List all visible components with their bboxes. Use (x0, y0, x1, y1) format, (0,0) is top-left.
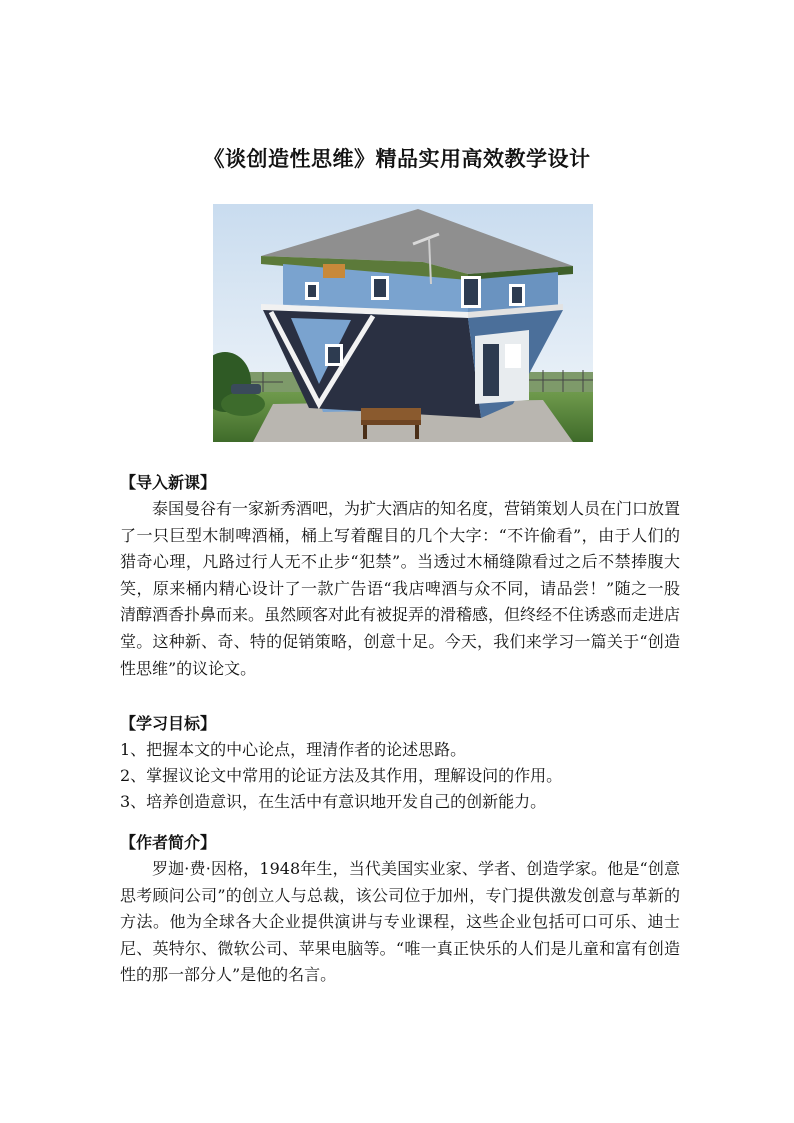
upside-down-house-photo (213, 204, 593, 442)
section-heading: 【学习目标】 (120, 714, 217, 733)
author-paragraph: 罗迦·费·因格，1948年生，当代美国实业家、学者、创造学家。他是“创意思考顾问公司”的创立人与总裁，该公司位于加州，专门提供激发创意与革新的方法。他为全球各大企业提供演讲与专业课程，这些企业包括可口可乐、迪士尼、英特尔、微软公司、苹果电脑等。“唯一真正快乐的人们是儿童和富有创造性的那一部分人”是他的名言。 (120, 859, 680, 985)
section-author (120, 830, 680, 989)
list-item: 3、培养创造意识，在生活中有意识地开发自己的创新能力。 (120, 792, 547, 811)
section-intro (120, 470, 680, 682)
intro-paragraph: 泰国曼谷有一家新秀酒吧，为扩大酒店的知名度，营销策划人员在门口放置了一只巨型木制啤酒桶，桶上写着醒目的几个大字：“不许偷看”，由于人们的猎奇心理，凡路过行人无不止步“犯禁”。当透过木桶缝隙看过之后不禁捧腹大笑，原来桶内精心设计了一款广告语“我店啤酒与众不同，请品尝！”随之一股清醇酒香扑鼻而来。虽然顾客对此有被捉弄的滑稽感，但终经不住诱惑而走进店堂。这种新、奇、特的促销策略，创意十足。今天，我们来学习一篇关于“创造性思维”的议论文。 (120, 499, 681, 678)
section-heading: 【作者简介】 (120, 833, 217, 852)
section-heading: 【导入新课】 (120, 473, 217, 492)
section-goals (120, 711, 680, 815)
document-title: 《谈创造性思维》精品实用高效教学设计 (203, 146, 591, 171)
list-item: 1、把握本文的中心论点，理清作者的论述思路。 (120, 740, 467, 759)
list-item: 2、掌握议论文中常用的论证方法及其作用，理解设问的作用。 (120, 766, 563, 785)
